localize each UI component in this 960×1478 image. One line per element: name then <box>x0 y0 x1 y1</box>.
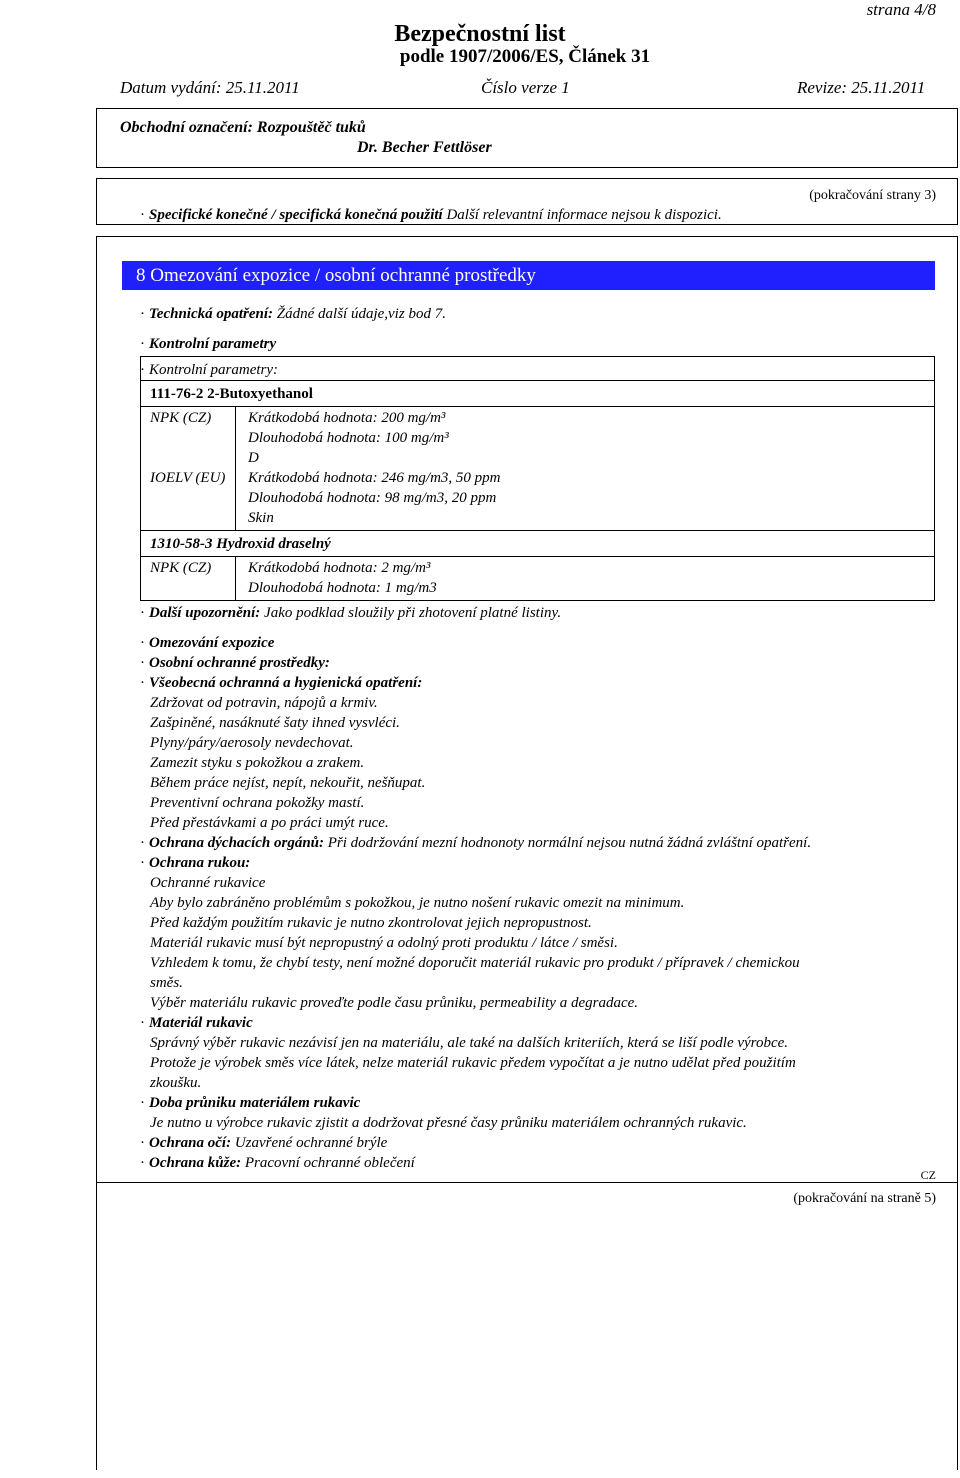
list-item: Preventivní ochrana pokožky mastí. <box>150 795 365 811</box>
hand-protection-heading: · Ochrana rukou: <box>140 855 251 871</box>
penetration-time-heading: · Doba průniku materiálem rukavic <box>140 1095 361 1111</box>
skin-protection-value: Pracovní ochranné oblečení <box>244 1155 415 1171</box>
limit-value: Skin <box>248 510 274 526</box>
general-measures-heading: · Všeobecná ochranná a hygienická opatření: <box>140 675 423 691</box>
frame-left-3 <box>96 236 97 1470</box>
skin-protection: · Ochrana kůže: Pracovní ochranné oblečení <box>140 1155 415 1171</box>
list-item: Během práce nejíst, nepít, nekouřit, nešňupat. <box>150 775 426 791</box>
frame-top-3 <box>96 236 958 237</box>
list-item: směs. <box>150 975 183 991</box>
skin-protection-label: Ochrana kůže: <box>149 1155 242 1171</box>
section-8-heading: 8 Omezování expozice / osobní ochranné prostředky <box>122 261 935 290</box>
revision-date: Revize: 25.11.2011 <box>797 78 926 97</box>
list-item: Plyny/páry/aerosoly nevdechovat. <box>150 735 354 751</box>
technical-measures: · Technická opatření: Žádné další údaje,viz bod 7. <box>140 306 446 322</box>
eye-protection-value: Uzavřené ochranné brýle <box>234 1135 388 1151</box>
page-number: strana 4/8 <box>866 0 936 19</box>
specific-use: · Specifické konečné / specifická konečná použití Další relevantní informace nejsou k dispozici. <box>140 207 722 223</box>
ppe-heading: · Osobní ochranné prostředky: <box>140 655 330 671</box>
limit-value: Krátkodobá hodnota: 2 mg/m³ <box>248 560 431 576</box>
technical-measures-label: Technická opatření: <box>149 306 274 322</box>
table-col-divider-1 <box>235 406 236 530</box>
respiratory-label: Ochrana dýchacích orgánů: <box>149 835 325 851</box>
trade-name-value: Rozpouštěč tuků <box>256 119 366 136</box>
further-info-label: Další upozornění: <box>149 605 261 621</box>
list-item: Zdržovat od potravin, nápojů a krmiv. <box>150 695 378 711</box>
exposure-controls-heading: · Omezování expozice <box>140 635 275 651</box>
trade-name <box>120 118 366 138</box>
substance-1-id: 111-76-2 2-Butoxyethanol <box>150 386 313 402</box>
respiratory-value: Při dodržování mezní hodnonoty normální nejsou nutná žádná zvláštní opatření. <box>327 835 812 851</box>
respiratory-protection: · Ochrana dýchacích orgánů: Při dodržování mezní hodnonoty normální nejsou nutná žádná zvláštní opatření. <box>140 835 812 851</box>
continuation-top: (pokračování strany 3) <box>809 188 936 203</box>
table-rule-3 <box>140 530 935 531</box>
list-item: Zašpiněné, nasáknuté šaty ihned vysvléci. <box>150 715 400 731</box>
trade-name-brand: Dr. Becher Fettlöser <box>357 139 492 156</box>
eye-protection-label: Ochrana očí: <box>149 1135 232 1151</box>
issue-date: Datum vydání: 25.11.2011 <box>120 78 300 97</box>
frame-right-3 <box>957 236 958 1470</box>
frame-top-2 <box>96 178 958 179</box>
limit-value: Dlouhodobá hodnota: 98 mg/m3, 20 ppm <box>248 490 497 506</box>
glove-material-heading: · Materiál rukavic <box>140 1015 253 1031</box>
footer-rule <box>96 1182 958 1183</box>
list-item: zkoušku. <box>150 1075 202 1091</box>
document-title: Bezpečnostní list <box>394 21 566 47</box>
limit-type-npk: NPK (CZ) <box>150 560 212 576</box>
limit-value: Dlouhodobá hodnota: 1 mg/m3 <box>248 580 437 596</box>
technical-measures-value: Žádné další údaje,viz bod 7. <box>276 306 446 322</box>
limit-type-npk: NPK (CZ) <box>150 410 212 426</box>
list-item: Protože je výrobek směs více látek, nelze materiál rukavic předem vypočítat a je nutno udělat před použitím <box>150 1055 796 1071</box>
language-code: CZ <box>920 1168 936 1182</box>
list-item: Vzhledem k tomu, že chybí testy, není možné doporučit materiál rukavic pro produkt / přípravek / chemickou <box>150 955 800 971</box>
frame-left-1 <box>96 108 97 168</box>
control-parameters-label: · Kontrolní parametry: <box>140 362 279 378</box>
limit-value: D <box>248 450 259 466</box>
frame-right-1 <box>957 108 958 168</box>
specific-use-value: Další relevantní informace nejsou k dispozici. <box>446 207 722 223</box>
further-info-value: Jako podklad sloužily při zhotovení platné listiny. <box>264 605 562 621</box>
document-subtitle: podle 1907/2006/ES, Článek 31 <box>399 46 651 67</box>
control-parameters-heading: · Kontrolní parametry <box>140 336 277 352</box>
list-item: Před přestávkami a po práci umýt ruce. <box>150 815 389 831</box>
limit-value: Krátkodobá hodnota: 200 mg/m³ <box>248 410 446 426</box>
list-item: Před každým použitím rukavic je nutno zkontrolovat jejich nepropustnost. <box>150 915 592 931</box>
further-info: · Další upozornění: Jako podklad sloužily při zhotovení platné listiny. <box>140 605 562 621</box>
header-rule <box>96 108 958 109</box>
list-item: Materiál rukavic musí být nepropustný a odolný proti produktu / látce / směsi. <box>150 935 618 951</box>
table-rule-1 <box>140 380 935 381</box>
list-item: Zamezit styku s pokožkou a zrakem. <box>150 755 365 771</box>
continuation-bottom: (pokračování na straně 5) <box>793 1191 936 1206</box>
substance-2-id: 1310-58-3 Hydroxid draselný <box>150 536 331 552</box>
specific-use-label: Specifické konečné / specifická konečná použití <box>149 207 443 223</box>
version-number: Číslo verze 1 <box>481 78 570 97</box>
eye-protection: · Ochrana očí: Uzavřené ochranné brýle <box>140 1135 388 1151</box>
limit-type-ioelv: IOELV (EU) <box>150 470 226 486</box>
trade-name-label: Obchodní označení: <box>120 119 253 136</box>
limit-value: Dlouhodobá hodnota: 100 mg/m³ <box>248 430 449 446</box>
frame-left-2 <box>96 178 97 225</box>
list-item: Ochranné rukavice <box>150 875 266 891</box>
list-item: Výběr materiálu rukavic proveďte podle času průniku, permeability a degradace. <box>150 995 639 1011</box>
table-col-divider-2 <box>235 556 236 601</box>
list-item: Aby bylo zabráněno problémům s pokožkou, je nutno nošení rukavic omezit na minimum. <box>150 895 685 911</box>
table-rule-2 <box>140 406 935 407</box>
limit-value: Krátkodobá hodnota: 246 mg/m3, 50 ppm <box>248 470 501 486</box>
penetration-time-value: Je nutno u výrobce rukavic zjistit a dodržovat přesné časy průniku materiálem ochranných rukavic. <box>150 1115 747 1131</box>
list-item: Správný výběr rukavic nezávisí jen na materiálu, ale také na dalších kriteriích, která se liší podle výrobce. <box>150 1035 789 1051</box>
table-rule-4 <box>140 556 935 557</box>
frame-bottom-1 <box>96 167 958 168</box>
frame-right-2 <box>957 178 958 225</box>
